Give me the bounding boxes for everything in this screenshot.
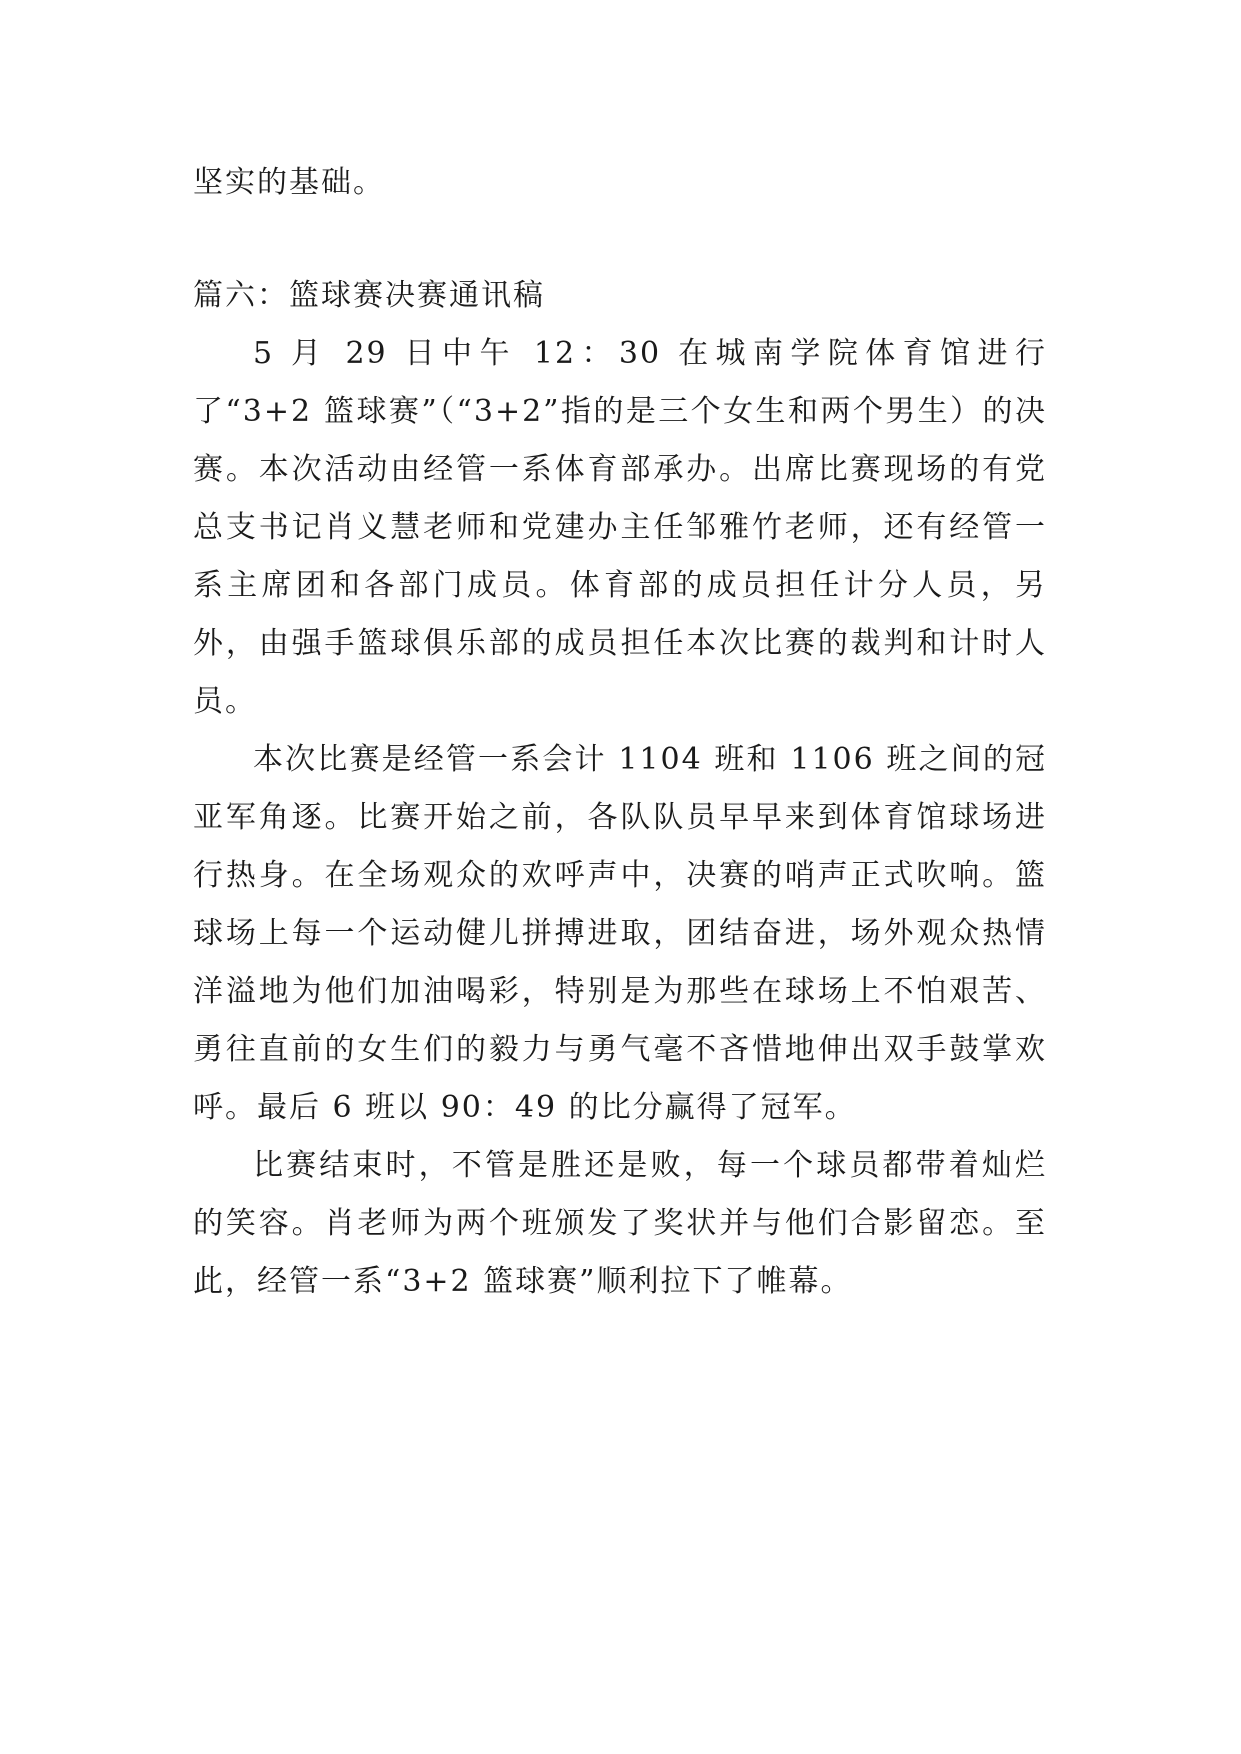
paragraph-3: 比赛结束时，不管是胜还是败，每一个球员都带着灿烂的笑容。肖老师为两个班颁发了奖状并与他们合影留恋。至此，经管一系“3+2 篮球赛”顺利拉下了帷幕。: [193, 1148, 1047, 1299]
paragraph-1: 5 月 29 日中午 12：30 在城南学院体育馆进行了“3+2 篮球赛”（“3+2”指的是三个女生和两个男生）的决赛。本次活动由经管一系体育部承办。出席比赛现场的有党总支书记肖义慧老师和党建办主任邹雅竹老师，还有经管一系主席团和各部门成员。体育部的成员担任计分人员，另外，由强手篮球俱乐部的成员担任本次比赛的裁判和计时人员。: [193, 336, 1047, 719]
continuation-text: 坚实的基础。: [193, 165, 385, 200]
document-body: [193, 154, 1047, 1311]
section-title: 篇六：篮球赛决赛通讯稿: [193, 278, 545, 313]
paragraph-2: 本次比赛是经管一系会计 1104 班和 1106 班之间的冠亚军角逐。比赛开始之前，各队队员早早来到体育馆球场进行热身。在全场观众的欢呼声中，决赛的哨声正式吹响。篮球场上每一个运动健儿拼搏进取，团结奋进，场外观众热情洋溢地为他们加油喝彩，特别是为那些在球场上不怕艰苦、勇往直前的女生们的毅力与勇气毫不吝惜地伸出双手鼓掌欢呼。最后 6 班以 90：49 的比分赢得了冠军。: [193, 742, 1047, 1125]
